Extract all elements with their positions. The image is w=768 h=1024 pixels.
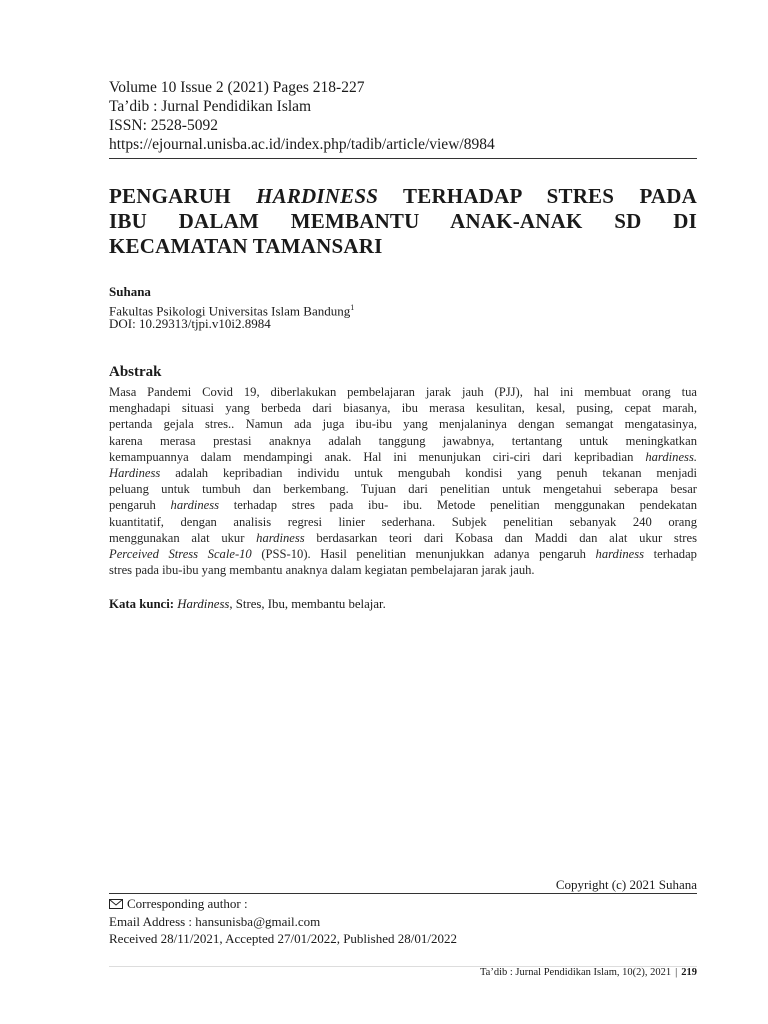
email-address[interactable]: Email Address : hansunisba@gmail.com: [109, 913, 321, 929]
title-line-3: KECAMATAN TAMANSARI: [109, 234, 383, 258]
abstract-line: karena merasa prestasi anaknya adalah tanggung jawabnya, tertantang untuk meningkatkan: [109, 433, 697, 448]
abstract-italic: Hardiness: [109, 466, 161, 481]
author-name: Suhana: [109, 284, 151, 299]
doi-link[interactable]: DOI: 10.29313/tjpi.v10i2.8984: [109, 316, 271, 331]
abstract-italic: hardiness: [170, 498, 220, 513]
abstract-line: [109, 465, 697, 481]
abstract-text: terhadap stres pada ibu- ibu. Metode penelitian menggunakan pendekatan: [219, 498, 698, 513]
abstract-heading: Abstrak: [109, 364, 162, 380]
keywords-list: , Stres, Ibu, membantu belajar.: [229, 597, 386, 611]
header-divider: [109, 158, 697, 159]
running-footer: [300, 967, 697, 978]
journal-name-line: Ta’dib : Jurnal Pendidikan Islam: [109, 98, 312, 115]
abstract-text: pengaruh: [109, 498, 171, 513]
abstract-line: [109, 546, 697, 562]
keywords: [109, 597, 386, 612]
affiliation-text: Fakultas Psikologi Universitas Islam Bandung: [109, 303, 351, 319]
publication-dates: Received 28/11/2021, Accepted 27/01/2022, Published 28/01/2022: [109, 931, 457, 946]
keywords-label: Kata kunci:: [109, 597, 175, 611]
abstract-line: stres pada ibu-ibu yang membantu anaknya dalam kegiatan pembelajaran jarak jauh.: [109, 563, 535, 578]
abstract-italic: hardiness: [595, 547, 645, 562]
title-line-1: [109, 184, 697, 209]
abstract-line: [109, 530, 697, 546]
abstract-line: menghadapi situasi yang berbeda dari biasanya, ibu merasa kesulitan, kesal, pusing, cepat marah,: [109, 401, 697, 416]
corresponding-author-line: [109, 895, 457, 913]
abstract-line: [109, 497, 697, 513]
abstract-line: Masa Pandemi Covid 19, diberlakukan pembelajaran jarak jauh (PJJ), hal ini membuat orang tua: [109, 385, 697, 399]
abstract-text: adalah kepribadian individu untuk mengubah kondisi yang penuh tekanan menjadi: [160, 466, 697, 481]
footnote: [109, 895, 457, 948]
title-text: PENGARUH: [109, 184, 257, 208]
copyright-notice: Copyright (c) 2021 Suhana: [555, 877, 697, 892]
journal-header: [109, 78, 697, 154]
abstract-body: [109, 384, 697, 578]
footnote-divider: [109, 893, 697, 894]
abstract-italic: hardiness: [256, 530, 305, 545]
article-title: [109, 184, 697, 259]
page-number: 219: [681, 967, 697, 978]
abstract-line: pertanda gejala stres.. Namun ada juga ibu-ibu yang menjalaninya dengan semangat mengatasinya,: [109, 417, 697, 432]
affiliation-superscript: 1: [350, 303, 355, 312]
title-text: TERHADAP STRES PADA: [378, 184, 698, 208]
abstract-text: terhadap: [644, 547, 697, 562]
abstract-text: kemampuannya dalam mendampingi anak. Hal ini menunjukan ciri-ciri dari kepribadian: [109, 449, 646, 464]
abstract-text: menggunakan alat ukur: [109, 530, 257, 545]
footer-separator: |: [675, 967, 678, 978]
abstract-line: peluang untuk tumbuh dan berkembang. Tujuan dari penelitian untuk mengetahui seberapa besar: [109, 482, 697, 497]
envelope-icon: [109, 899, 123, 909]
article-url-link[interactable]: https://ejournal.unisba.ac.id/index.php/tadib/article/view/8984: [109, 136, 495, 153]
corresponding-author-label: Corresponding author :: [127, 896, 248, 911]
issn-line: ISSN: 2528-5092: [109, 117, 218, 134]
title-italic-term: HARDINESS: [256, 184, 379, 208]
volume-line: Volume 10 Issue 2 (2021) Pages 218-227: [109, 79, 365, 96]
abstract-text: (PSS-10). Hasil penelitian menunjukkan adanya pengaruh: [251, 547, 596, 562]
keyword-italic: Hardiness: [177, 597, 230, 611]
abstract-line: [109, 449, 697, 465]
abstract-text: berdasarkan teori dari Kobasa dan Maddi dan alat ukur stres: [304, 530, 697, 545]
footer-journal: Ta’dib : Jurnal Pendidikan Islam, 10(2), 2021: [479, 967, 672, 978]
title-line-2: IBU DALAM MEMBANTU ANAK-ANAK SD DI: [109, 209, 697, 233]
abstract-italic: hardiness.: [645, 449, 697, 464]
abstract-line: kuantitatif, dengan analisis regresi linier sederhana. Subjek penelitian sebanyak 240 orang: [109, 514, 697, 529]
abstract-italic: Perceived Stress Scale-10: [109, 547, 252, 562]
